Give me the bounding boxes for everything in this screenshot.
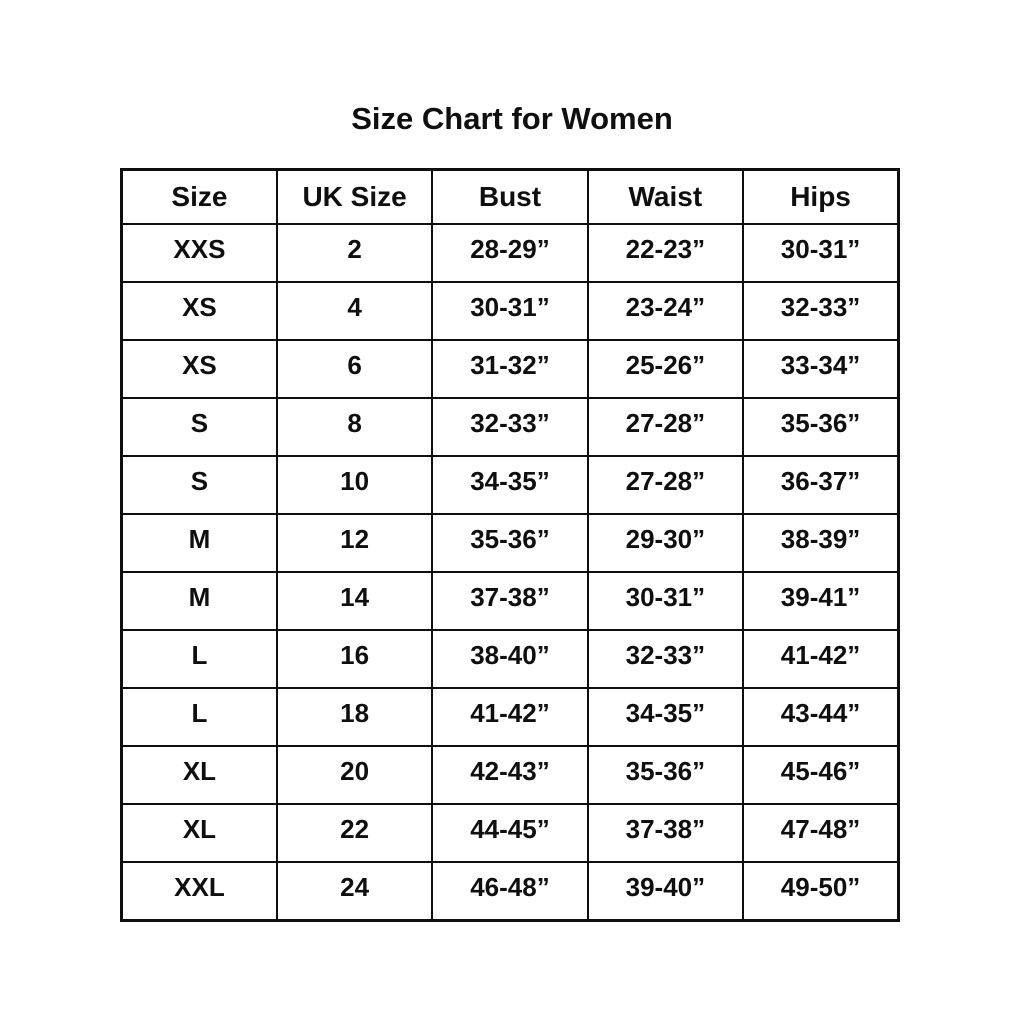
table-cell: 38-39” — [743, 514, 898, 572]
column-header: Waist — [588, 170, 743, 225]
table-cell: 4 — [277, 282, 432, 340]
table-cell: 25-26” — [588, 340, 743, 398]
table-cell: XXL — [122, 862, 277, 921]
table-cell: 49-50” — [743, 862, 898, 921]
header-row — [122, 170, 899, 225]
table-cell: 20 — [277, 746, 432, 804]
table-cell: 39-40” — [588, 862, 743, 921]
table-cell: 6 — [277, 340, 432, 398]
table-cell: 32-33” — [588, 630, 743, 688]
table-header — [122, 170, 899, 225]
table-cell: 24 — [277, 862, 432, 921]
table-row — [122, 398, 899, 456]
table-row — [122, 804, 899, 862]
table-cell: 41-42” — [432, 688, 587, 746]
table-cell: 47-48” — [743, 804, 898, 862]
table-cell: XXS — [122, 224, 277, 282]
table-cell: 35-36” — [743, 398, 898, 456]
table-body — [122, 224, 899, 921]
table-cell: 32-33” — [743, 282, 898, 340]
table-cell: XS — [122, 282, 277, 340]
table-cell: 22 — [277, 804, 432, 862]
table-cell: 18 — [277, 688, 432, 746]
table-cell: M — [122, 514, 277, 572]
table-cell: 27-28” — [588, 456, 743, 514]
column-header: UK Size — [277, 170, 432, 225]
table-cell: 46-48” — [432, 862, 587, 921]
table-row — [122, 514, 899, 572]
column-header: Size — [122, 170, 277, 225]
table-row — [122, 630, 899, 688]
table-cell: 29-30” — [588, 514, 743, 572]
table-cell: S — [122, 398, 277, 456]
table-cell: 38-40” — [432, 630, 587, 688]
table-cell: 42-43” — [432, 746, 587, 804]
table-cell: 30-31” — [743, 224, 898, 282]
table-cell: XS — [122, 340, 277, 398]
table-cell: 16 — [277, 630, 432, 688]
table-cell: 12 — [277, 514, 432, 572]
table-row — [122, 224, 899, 282]
table-cell: 27-28” — [588, 398, 743, 456]
table-cell: 30-31” — [588, 572, 743, 630]
table-cell: 30-31” — [432, 282, 587, 340]
table-row — [122, 456, 899, 514]
table-cell: 34-35” — [588, 688, 743, 746]
table-row — [122, 688, 899, 746]
table-cell: XL — [122, 746, 277, 804]
table-cell: 14 — [277, 572, 432, 630]
table-cell: 44-45” — [432, 804, 587, 862]
table-cell: 39-41” — [743, 572, 898, 630]
table-cell: 31-32” — [432, 340, 587, 398]
table-cell: 35-36” — [588, 746, 743, 804]
size-chart-table — [120, 168, 900, 922]
table-cell: 37-38” — [432, 572, 587, 630]
table-cell: 8 — [277, 398, 432, 456]
table-row — [122, 746, 899, 804]
table-row — [122, 572, 899, 630]
table-cell: 28-29” — [432, 224, 587, 282]
table-cell: 37-38” — [588, 804, 743, 862]
table-cell: 22-23” — [588, 224, 743, 282]
table-cell: 41-42” — [743, 630, 898, 688]
table-cell: 10 — [277, 456, 432, 514]
table-row — [122, 282, 899, 340]
table-cell: 36-37” — [743, 456, 898, 514]
table-cell: S — [122, 456, 277, 514]
table-cell: L — [122, 688, 277, 746]
table-cell: 2 — [277, 224, 432, 282]
table-row — [122, 862, 899, 921]
table-cell: 34-35” — [432, 456, 587, 514]
table-cell: 35-36” — [432, 514, 587, 572]
column-header: Hips — [743, 170, 898, 225]
table-cell: L — [122, 630, 277, 688]
table-cell: 32-33” — [432, 398, 587, 456]
table-cell: 45-46” — [743, 746, 898, 804]
table-cell: XL — [122, 804, 277, 862]
table-row — [122, 340, 899, 398]
table-cell: M — [122, 572, 277, 630]
table-cell: 33-34” — [743, 340, 898, 398]
page-title: Size Chart for Women — [351, 101, 673, 136]
table-cell: 43-44” — [743, 688, 898, 746]
table-cell: 23-24” — [588, 282, 743, 340]
column-header: Bust — [432, 170, 587, 225]
